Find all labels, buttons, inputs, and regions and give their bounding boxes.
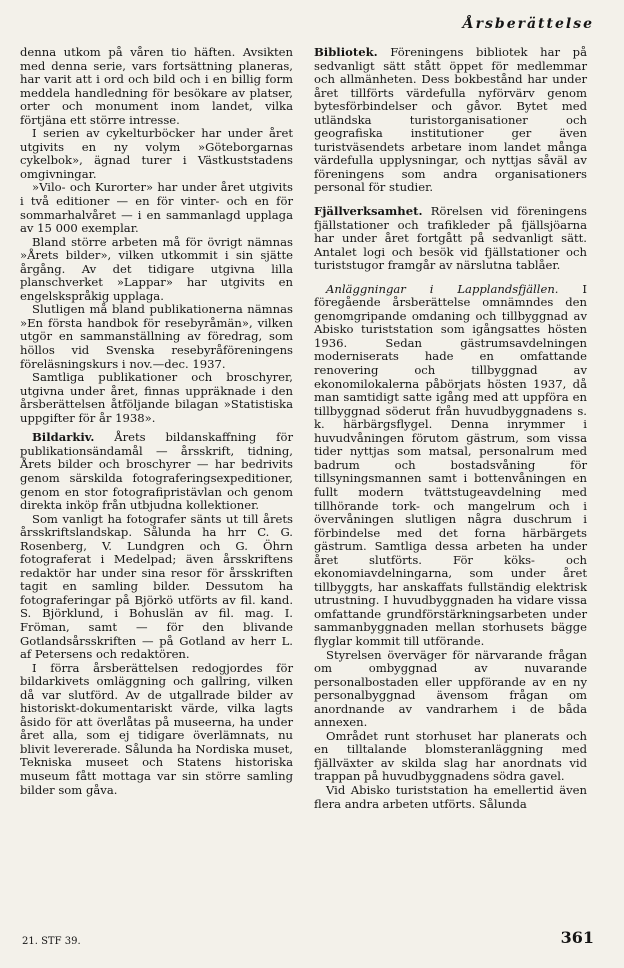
paragraph: Området runt storhuset har planerats och en tilltalande blomsteranläggning med fjällväxter av skilda slag har anordnats vid trappan på huvudbyggnadens södra gavel. [314, 728, 587, 784]
printer-signature: 21. STF 39. [22, 936, 81, 947]
paragraph: I serien av cykelturböcker har under året utgivits en ny volym »Göteborgarnas cykelbok», ägnad turer i Västkuststadens omgivningar. [20, 126, 293, 181]
section-text: I föregående årsberättelse omnämndes den genomgripande omdaning och tillbyggnad av Abisko turiststation som igångsattes hösten 1936. Sedan gästrumsavdelningen moderniserats hade en omfattande renovering och tillbyggnad av ekonomilokalerna påbörjats hösten 1937, då man samtidigt satte igång med att uppföra en tillbyggnad söderut från huvudbyggnadens s. k. härbärgsflygel. Denna inrymmer i huvudvåningen förutom gästrum, som vissa tider nyttjas som matsal, personalrum med badrum och bostadsvåning för tillsyningsmannen samt i bottenvåningen en fullt modern tvättstugeavdelning med tillhörande tork- och mangelrum och i övervåningen slutligen några duschrum i förbindelse med det forna härbärgets gästrum. Samtliga dessa arbeten ha under året slutförts. För köks- och ekonomiavdelningarna, som under året tillbyggts, har anskaffats fullständig elektrisk utrustning. I huvudbyggnaden ha vidare vissa omfattande grundförstärkningsarbeten under sammanbyggnaden mellan storhusets bägge flyglar kommit till utförande. [314, 281, 588, 648]
left-column [20, 46, 293, 797]
paragraph: Som vanligt ha fotografer sänts ut till årets årsskriftslandskap. Sålunda ha hrr C. G. Rosenberg, V. Lundgren och G. Öhrn fotograferat i Medelpad; även årsskriftens redaktör har under sina resor för årsskriften tagit en samling bilder. Dessutom ha fotograferingar på Björkö utförts av fil. kand. S. Björklund, i Bohuslän av fil. mag. I. Fröman, samt — för den blivande Gotlandsårsskriften — på Gotland av herr L. af Petersens och redaktören. [20, 511, 293, 662]
anlaggningar-section [314, 283, 587, 649]
paragraph: denna utkom på våren tio häften. Avsikten med denna serie, vars fortsättning planeras, har varit att i ord och bild och i en billig form meddela handledning för besökare av platser, orter och monument inom landet, vilka förtjäna ett större intresse. [20, 45, 293, 127]
paragraph: Styrelsen överväger för närvarande frågan om ombyggnad av nuvarande personalbostaden eller uppförande av en ny personalbyggnad ävensom frågan om anordnande av vandrarhem i de båda annexen. [314, 647, 587, 730]
section-heading-bibliotek: Bibliotek. [314, 45, 378, 59]
section-heading-fjallverksamhet: Fjällverksamhet. [314, 204, 423, 219]
section-heading-anlaggningar: Anläggningar i Lapplandsfjällen. [326, 281, 559, 296]
right-column [314, 46, 587, 811]
section-heading-bildarkiv: Bildarkiv. [32, 430, 95, 445]
fjallverksamhet-section [314, 205, 587, 273]
paragraph: I förra årsberättelsen redogjordes för bildarkivets omläggning och gallring, vilken då var slutförd. Av de utgallrade bilder av historiskt-dokumentariskt värde, vilka lagts åsido för att överlåtas på museerna, ha under året alla, som ej tidigare överlämnats, nu blivit levererade. Sålunda ha Nordiska muset, Tekniska museet och Statens historiska museum fått mottaga var sin större samling bilder som gåva. [20, 660, 293, 797]
bildarkiv-section [20, 431, 293, 512]
paragraph: Vid Abisko turiststation ha emellertid även flera andra arbeten utförts. Sålunda [314, 782, 587, 811]
section-text: Årets bildanskaffning för publikationsändamål — årsskrift, tidning, Årets bilder och broschyrer — har bedrivits genom särskilda fotograferingsexpeditioner, genom en stor fotografipristävlan och genom direkta inköp från utbjudna kollektioner. [20, 430, 293, 513]
paragraph: Samtliga publikationer och broschyrer, utgivna under året, finnas uppräknade i den årsberättelsen åtföljande bilagan »Statistiska uppgifter för år 1938». [20, 370, 293, 425]
section-text: Föreningens bibliotek har på sedvanligt sätt stått öppet för medlemmar och allmänheten. Dess bokbestånd har under året tillförts värdefulla nyförvärv genom bytesförbindelser och gåvor. Bytet med utländska turistorganisationer och geografiska institutioner ger även turistväsendets arbetare inom landet många värdefulla upplysningar, och nyttjas såväl av föreningens som andra organisationers personal för studier. [314, 45, 587, 195]
section-text: Rörelsen vid föreningens fjällstationer och trafikleder på fjällsjöarna har under året fortgått på sedvanligt sätt. Antalet logi och besök vid fjällstationer och turiststugor framgår av närslutna tablåer. [314, 204, 587, 273]
paragraph: Slutligen må bland publikationerna nämnas »En första handbok för resebyråmän», vilken utgör en sammanställning av föredrag, som höllos vid Svenska resebyråföreningens föreläsningskurs i nov.—dec. 1937. [20, 302, 293, 371]
page-number: 361 [560, 928, 594, 947]
paragraph: Bland större arbeten må för övrigt nämnas »Årets bilder», vilken utkommit i sin sjätte årgång. Av det tidigare utgivna lilla planschverket »Lappar» har utgivits en engelskspråkig upplaga. [20, 234, 293, 303]
running-title: Årsberättelse [462, 16, 594, 32]
bibliotek-section [314, 46, 587, 195]
paragraph: »Vilo- och Kurorter» har under året utgivits i två editioner — en för vinter- och en för sommarhalvåret — i en sammanlagd upplaga av 15 000 exemplar. [20, 180, 293, 236]
